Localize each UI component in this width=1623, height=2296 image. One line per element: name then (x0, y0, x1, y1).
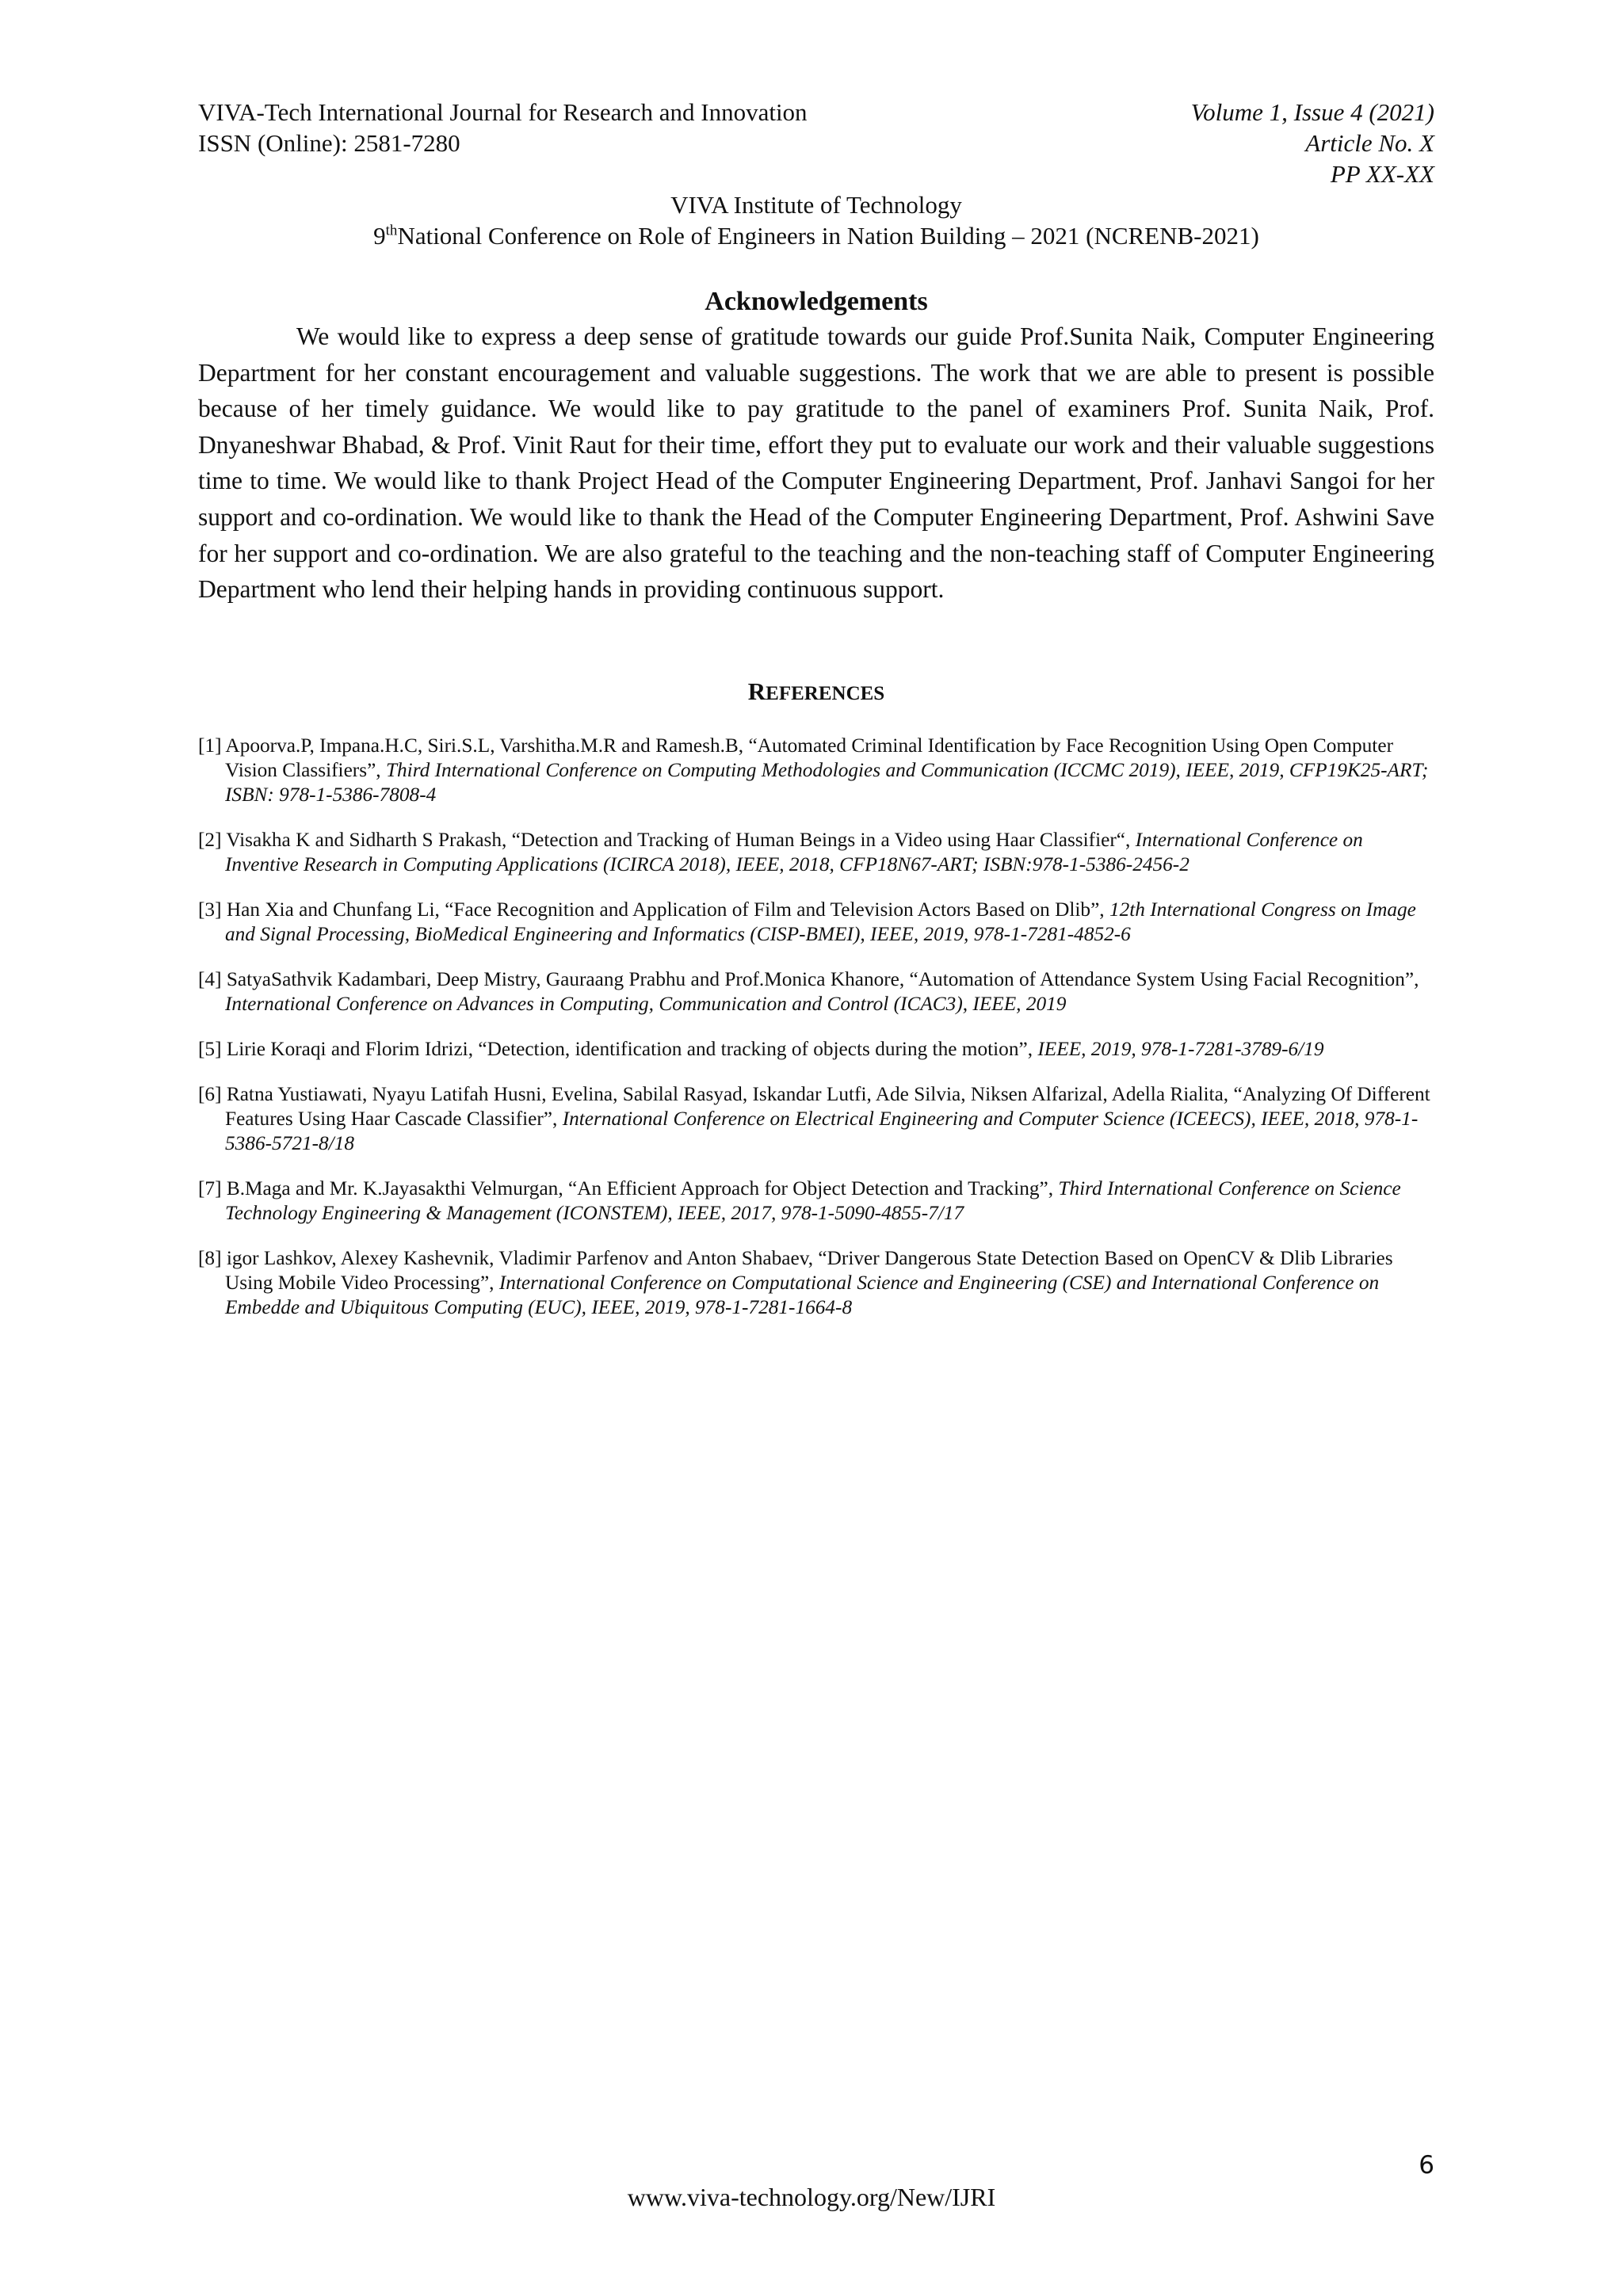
page-range: PP XX-XX (1330, 160, 1434, 188)
reference-text: [2] Visakha K and Sidharth S Prakash, “Detection and Tracking of Human Beings in a Video using Haar Classifier“, (198, 829, 1136, 851)
reference-item (198, 967, 1434, 1016)
acknowledgements-paragraph: We would like to express a deep sense of gratitude towards our guide Prof.Sunita Naik, Computer Engineering Department for her constant encouragement and valuable suggestions. The work that we are able to present is possible because of her timely guidance. We would like to pay gratitude to the panel of examiners Prof. Sunita Naik, Prof. Dnyaneshwar Bhabad, & Prof. Vinit Raut for their time, effort they put to evaluate our work and their valuable suggestions time to time. We would like to thank Project Head of the Computer Engineering Department, Prof. Janhavi Sangoi for her support and co-ordination. We would like to thank the Head of the Computer Engineering Department, Prof. Ashwini Save for her support and co-ordination. We are also grateful to the teaching and the non-teaching staff of Computer Engineering Department who lend their helping hands in providing continuous support. (198, 322, 1434, 604)
reference-venue: IEEE, 2019, 978-1-7281-3789-6/19 (1037, 1038, 1324, 1060)
reference-venue: International Conference on Computational Science and Engineering (CSE) and International Conference on Embedde and Ubiquitous Computing (EUC), IEEE, 2019, 978-1-7281-1664-8 (225, 1272, 1380, 1318)
references-heading-initial: R (747, 677, 766, 705)
references-heading-rest: EFERENCES (766, 683, 885, 704)
page-header (198, 97, 1434, 251)
conference-title: National Conference on Role of Engineers in Nation Building – 2021 (NCRENB-2021) (397, 222, 1259, 250)
reference-item (198, 1037, 1434, 1062)
references-heading (198, 677, 1434, 706)
footer-url: www.viva-technology.org/New/IJRI (627, 2183, 996, 2211)
reference-venue: International Conference on Inventive Research in Computing Applications (ICIRCA 2018), IEEE, 2018, CFP18N67-ART; ISBN:978-1-5386-2456-2 (225, 829, 1363, 875)
reference-venue: Third International Conference on Computing Methodologies and Communication (ICCMC 2019), IEEE, 2019, CFP19K25-ART; ISBN: 978-1-5386-7808-4 (225, 759, 1429, 806)
journal-name: VIVA-Tech International Journal for Research and Innovation (198, 98, 808, 126)
reference-item (198, 898, 1434, 947)
institute-name: VIVA Institute of Technology (670, 191, 962, 219)
volume-issue: Volume 1, Issue 4 (2021) (1190, 98, 1434, 126)
reference-list (198, 734, 1434, 1341)
conference-name (198, 220, 1434, 251)
reference-item (198, 734, 1434, 807)
article-number: Article No. X (1305, 129, 1434, 157)
acknowledgements-heading: Acknowledgements (705, 287, 928, 316)
reference-item (198, 828, 1434, 877)
conference-number: 9 (373, 222, 386, 250)
reference-text: [1] Apoorva.P, Impana.H.C, Siri.S.L, Varshitha.M.R and Ramesh.B, “Automated Criminal Identification by Face Recognition Using Open Computer Vision Classifiers”, (198, 734, 1393, 781)
reference-text: [5] Lirie Koraqi and Florim Idrizi, “Detection, identification and tracking of objects during the motion”, (198, 1038, 1038, 1060)
reference-venue: International Conference on Electrical Engineering and Computer Science (ICEECS), IEEE, 2018, 978-1-5386-5721-8/18 (225, 1108, 1419, 1154)
reference-text: [4] SatyaSathvik Kadambari, Deep Mistry, Gauraang Prabhu and Prof.Monica Khanore, “Automation of Attendance System Using Facial Recognition”, (198, 968, 1419, 990)
reference-venue: Third International Conference on Science Technology Engineering & Management (ICONSTEM), IEEE, 2017, 978-1-5090-4855-7/17 (225, 1177, 1401, 1224)
issn: ISSN (Online): 2581-7280 (198, 129, 460, 157)
reference-venue: 12th International Congress on Image and Signal Processing, BioMedical Engineering and Informatics (CISP-BMEI), IEEE, 2019, 978-1-7281-4852-6 (225, 898, 1416, 945)
page-number: 6 (1419, 2151, 1434, 2180)
reference-text: [6] Ratna Yustiawati, Nyayu Latifah Husni, Evelina, Sabilal Rasyad, Iskandar Lutfi, Ade Silvia, Niksen Alfarizal, Adella Rialita, “Analyzing Of Different Features Using Haar Cascade Classifier”, (198, 1083, 1430, 1130)
reference-text: [3] Han Xia and Chunfang Li, “Face Recognition and Application of Film and Television Actors Based on Dlib”, (198, 898, 1109, 921)
reference-venue: International Conference on Advances in Computing, Communication and Control (ICAC3), IEEE, 2019 (225, 993, 1067, 1015)
reference-text: [7] B.Maga and Mr. K.Jayasakthi Velmurgan, “An Efficient Approach for Object Detection and Tracking”, (198, 1177, 1059, 1199)
reference-item (198, 1246, 1434, 1320)
reference-item (198, 1177, 1434, 1226)
reference-item (198, 1082, 1434, 1156)
conference-ordinal-suffix: th (385, 222, 398, 239)
reference-text: [8] igor Lashkov, Alexey Kashevnik, Vladimir Parfenov and Anton Shabaev, “Driver Dangerous State Detection Based on OpenCV & Dlib Libraries Using Mobile Video Processing”, (198, 1247, 1393, 1294)
